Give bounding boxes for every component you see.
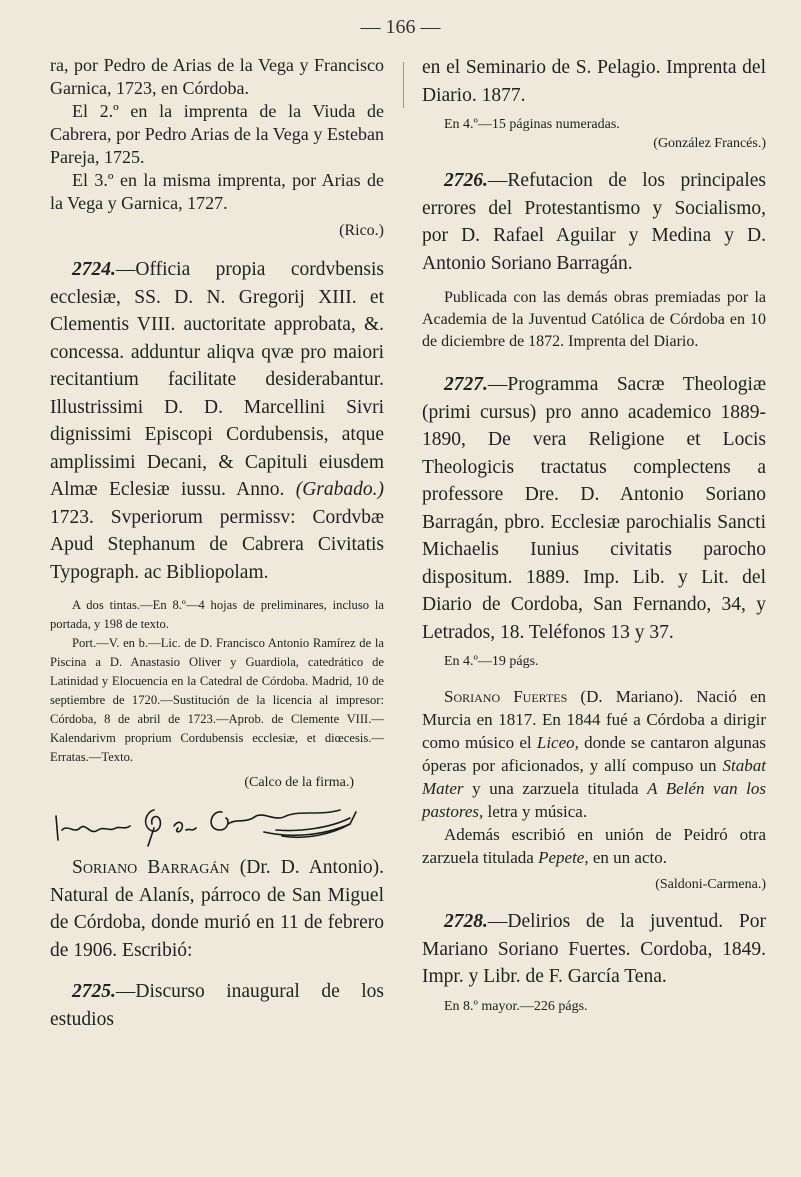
column-divider — [403, 62, 404, 108]
entry-number: 2726. — [444, 170, 488, 191]
source-citation: (Saldoni-Carmena.) — [655, 877, 766, 892]
entry-2725-continued: en el Seminario de S. Pelagio. Imprenta del Diario. 1877. — [422, 57, 766, 106]
source-citation: (Rico.) — [339, 222, 384, 239]
author-bio: en un acto. — [592, 848, 667, 867]
work-title-pepete: Pepete, — [538, 848, 589, 867]
edition-3-paragraph: El 3.º en la misma imprenta, por Arias de la Vega y Garnica, 1727. — [50, 170, 384, 213]
entry-2725 — [50, 978, 384, 1033]
author-entry-soriano-fuertes — [422, 685, 766, 823]
source-citation: (González Francés.) — [653, 136, 766, 151]
entry-italic-note: (Grabado.) — [295, 479, 385, 500]
author-entry-soriano-barragan — [50, 854, 384, 964]
work-title-stabat: Stabat Mater — [422, 756, 766, 798]
signature-facsimile — [50, 802, 384, 848]
author-bio: donde se cantaron algunas óperas por aficionados, y allí compuso un — [422, 733, 766, 775]
entry-imprint: 1723. Svperiorum permissv: Cordvbæ Apud Stephanum de Cabrera Civitatis Typograph. ac Bibliopolam. — [50, 506, 384, 583]
entry-2724 — [50, 256, 384, 586]
entry-description-details: Port.—V. en b.—Lic. de D. Francisco Antonio Ramírez de la Piscina a D. Anastasio Oliver y Guardiola, catedrático de Latinidad y Elocuencia en la Catedral de Córdoba. Madrid, 10 de septiembre de 1720.—Sustitución de la licencia al impresor: Córdoba, 8 de abril de 1723.—Aprob. de Clemente VIII.—Kalendarivm proprium Cordubensis ecclesiæ, et diœcesis.—Erratas.—Texto. — [50, 636, 384, 764]
entry-2728 — [422, 908, 766, 991]
entry-title: —Refutacion de los principales errores del Protestantismo y Socialismo, por D. Rafael Aguilar y Medina y D. Antonio Soriano Barragán. — [422, 170, 766, 274]
edition-2-paragraph: El 2.º en la imprenta de la Viuda de Cabrera, por Pedro Arias de la Vega y Esteban Pareja, 1725. — [50, 101, 384, 167]
work-title-liceo: Liceo, — [536, 733, 579, 752]
entry-description: En 8.º mayor.—226 págs. — [444, 998, 588, 1014]
author-name: Soriano Barragán — [72, 857, 230, 878]
entry-title: —Programma Sacræ Theologiæ (primi cursus) pro anno academico 1889-1890, De vera Religione et Locis Theologicis tractatus complectens a professore Dre. D. Antonio Soriano Barragán, pbro. Ecclesiæ parochialis Sancti Michaelis Iunius civitatis parocho dispositum. 1889. Imp. Lib. y Lit. del Diario de Cordoba, San Fernando, 34, y Letrados, 18. Teléfonos 13 y 37. — [422, 374, 766, 643]
author-bio: y una zarzuela titulada — [472, 779, 639, 798]
entry-description: En 4.º—19 págs. — [444, 654, 539, 669]
left-column — [50, 54, 384, 1033]
author-bio: (Dr. D. Antonio). Natural de Alanís, párroco de San Miguel de Córdoba, donde murió en 11 de febrero de 1906. Escribió: — [50, 857, 384, 961]
entry-title: —Discurso inaugural de los estudios — [50, 981, 384, 1030]
entry-description: A dos tintas.—En 8.º—4 hojas de preliminares, inclusо la portada, y 198 de texto. — [50, 598, 384, 631]
signature-image — [50, 802, 384, 848]
entry-2726 — [422, 167, 766, 277]
author-bio: Además escribió en unión de Peidró otra zarzuela titulada — [422, 825, 766, 867]
right-column — [422, 54, 766, 1016]
entry-title: —Officia propia cordvbensis ecclesiæ, SS. D. N. Gregorij XIII. et Clementis VIII. auctoritate approbata, &. concessa. adduntur aliqva qvæ pro maiori recitantium facilitate desiderabantur. Illustrissimi D. D. Marcellini Sivri dignissimi Episcopi Cordubensis, atque amplissimi Decani, & Capituli eiusdem Almæ Eclesiæ iussu. Anno. — [50, 259, 384, 500]
author-bio: letra y música. — [487, 802, 588, 821]
entry-number: 2724. — [72, 259, 116, 280]
author-name: Soriano Fuertes — [444, 687, 568, 706]
entry-number: 2725. — [72, 981, 116, 1002]
entry-number: 2727. — [444, 374, 488, 395]
work-title-belen: A Belén van los pastores, — [422, 779, 767, 821]
entry-2727 — [422, 371, 766, 646]
entry-note: Publicada con las demás obras premiadas por la Academia de la Juventud Católica de Córdoba en 10 de diciembre de 1872. Imprenta del Diario. — [422, 289, 766, 350]
signature-note: (Calco de la firma.) — [244, 775, 354, 790]
author-more — [422, 823, 766, 869]
continued-paragraph: ra, por Pedro de Arias de la Vega y Francisco Garnica, 1723, en Córdoba. — [50, 55, 384, 98]
page-number: — 166 — — [360, 16, 441, 38]
entry-description: En 4.º—15 páginas numeradas. — [444, 117, 620, 132]
entry-title: —Delirios de la juventud. Por Mariano Soriano Fuertes. Cordoba, 1849. Impr. y Libr. de F. García Tena. — [422, 911, 766, 987]
entry-number: 2728. — [444, 911, 488, 932]
author-bio: (D. Mariano). Nació en Murcia en 1817. En 1844 fué a Córdoba a dirigir como músico el — [422, 687, 767, 752]
